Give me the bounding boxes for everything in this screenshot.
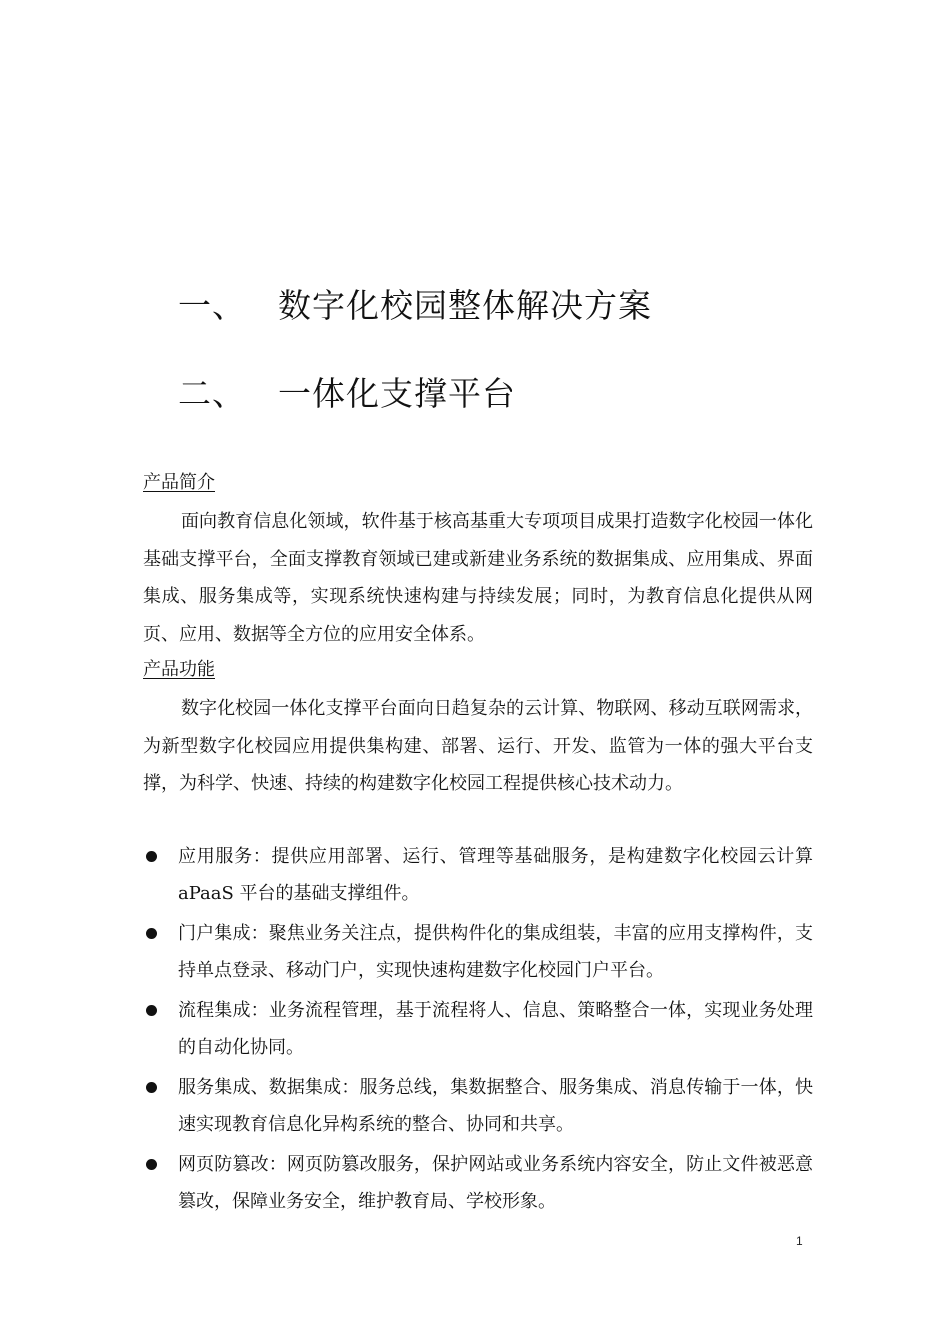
heading-2-number: 二、	[178, 374, 246, 413]
bullet-dot-icon	[146, 851, 157, 862]
bullet-text: 应用服务：提供应用部署、运行、管理等基础服务，是构建数字化校园云计算 aPaaS 平台的基础支撑组件。	[178, 846, 813, 904]
section-label-intro: 产品简介	[143, 472, 215, 493]
heading-1	[178, 286, 652, 326]
bullet-item	[143, 915, 813, 989]
features-paragraph: 数字化校园一体化支撑平台面向日趋复杂的云计算、物联网、移动互联网需求，为新型数字化校园应用提供集构建、部署、运行、开发、监管为一体的强大平台支撑，为科学、快速、持续的构建数字化校园工程提供核心技术动力。	[143, 698, 813, 794]
feature-bullet-list	[143, 838, 813, 1223]
bullet-dot-icon	[146, 1082, 157, 1093]
bullet-text: 门户集成：聚焦业务关注点，提供构件化的集成组装，丰富的应用支撑构件，支持单点登录、移动门户，实现快速构建数字化校园门户平台。	[178, 923, 813, 981]
bullet-item	[143, 1069, 813, 1143]
bullet-text: 流程集成：业务流程管理，基于流程将人、信息、策略整合一体，实现业务处理的自动化协同。	[178, 1000, 813, 1058]
heading-1-title: 数字化校园整体解决方案	[278, 286, 652, 325]
bullet-item	[143, 992, 813, 1066]
heading-2	[178, 374, 516, 414]
bullet-text: 网页防篡改：网页防篡改服务，保护网站或业务系统内容安全，防止文件被恶意篡改，保障业务安全，维护教育局、学校形象。	[178, 1154, 813, 1212]
section-label-features: 产品功能	[143, 659, 215, 680]
intro-paragraph: 面向教育信息化领域，软件基于核高基重大专项项目成果打造数字化校园一体化基础支撑平台，全面支撑教育领域已建或新建业务系统的数据集成、应用集成、界面集成、服务集成等，实现系统快速构建与持续发展；同时，为教育信息化提供从网页、应用、数据等全方位的应用安全体系。	[143, 511, 813, 645]
bullet-dot-icon	[146, 928, 157, 939]
bullet-dot-icon	[146, 1005, 157, 1016]
bullet-text: 服务集成、数据集成：服务总线，集数据整合、服务集成、消息传输于一体，快速实现教育信息化异构系统的整合、协同和共享。	[178, 1077, 813, 1135]
heading-1-number: 一、	[178, 286, 246, 325]
page-number: 1	[796, 1234, 803, 1248]
bullet-item	[143, 1146, 813, 1220]
heading-2-title: 一体化支撑平台	[278, 374, 516, 413]
bullet-dot-icon	[146, 1159, 157, 1170]
bullet-item	[143, 838, 813, 912]
